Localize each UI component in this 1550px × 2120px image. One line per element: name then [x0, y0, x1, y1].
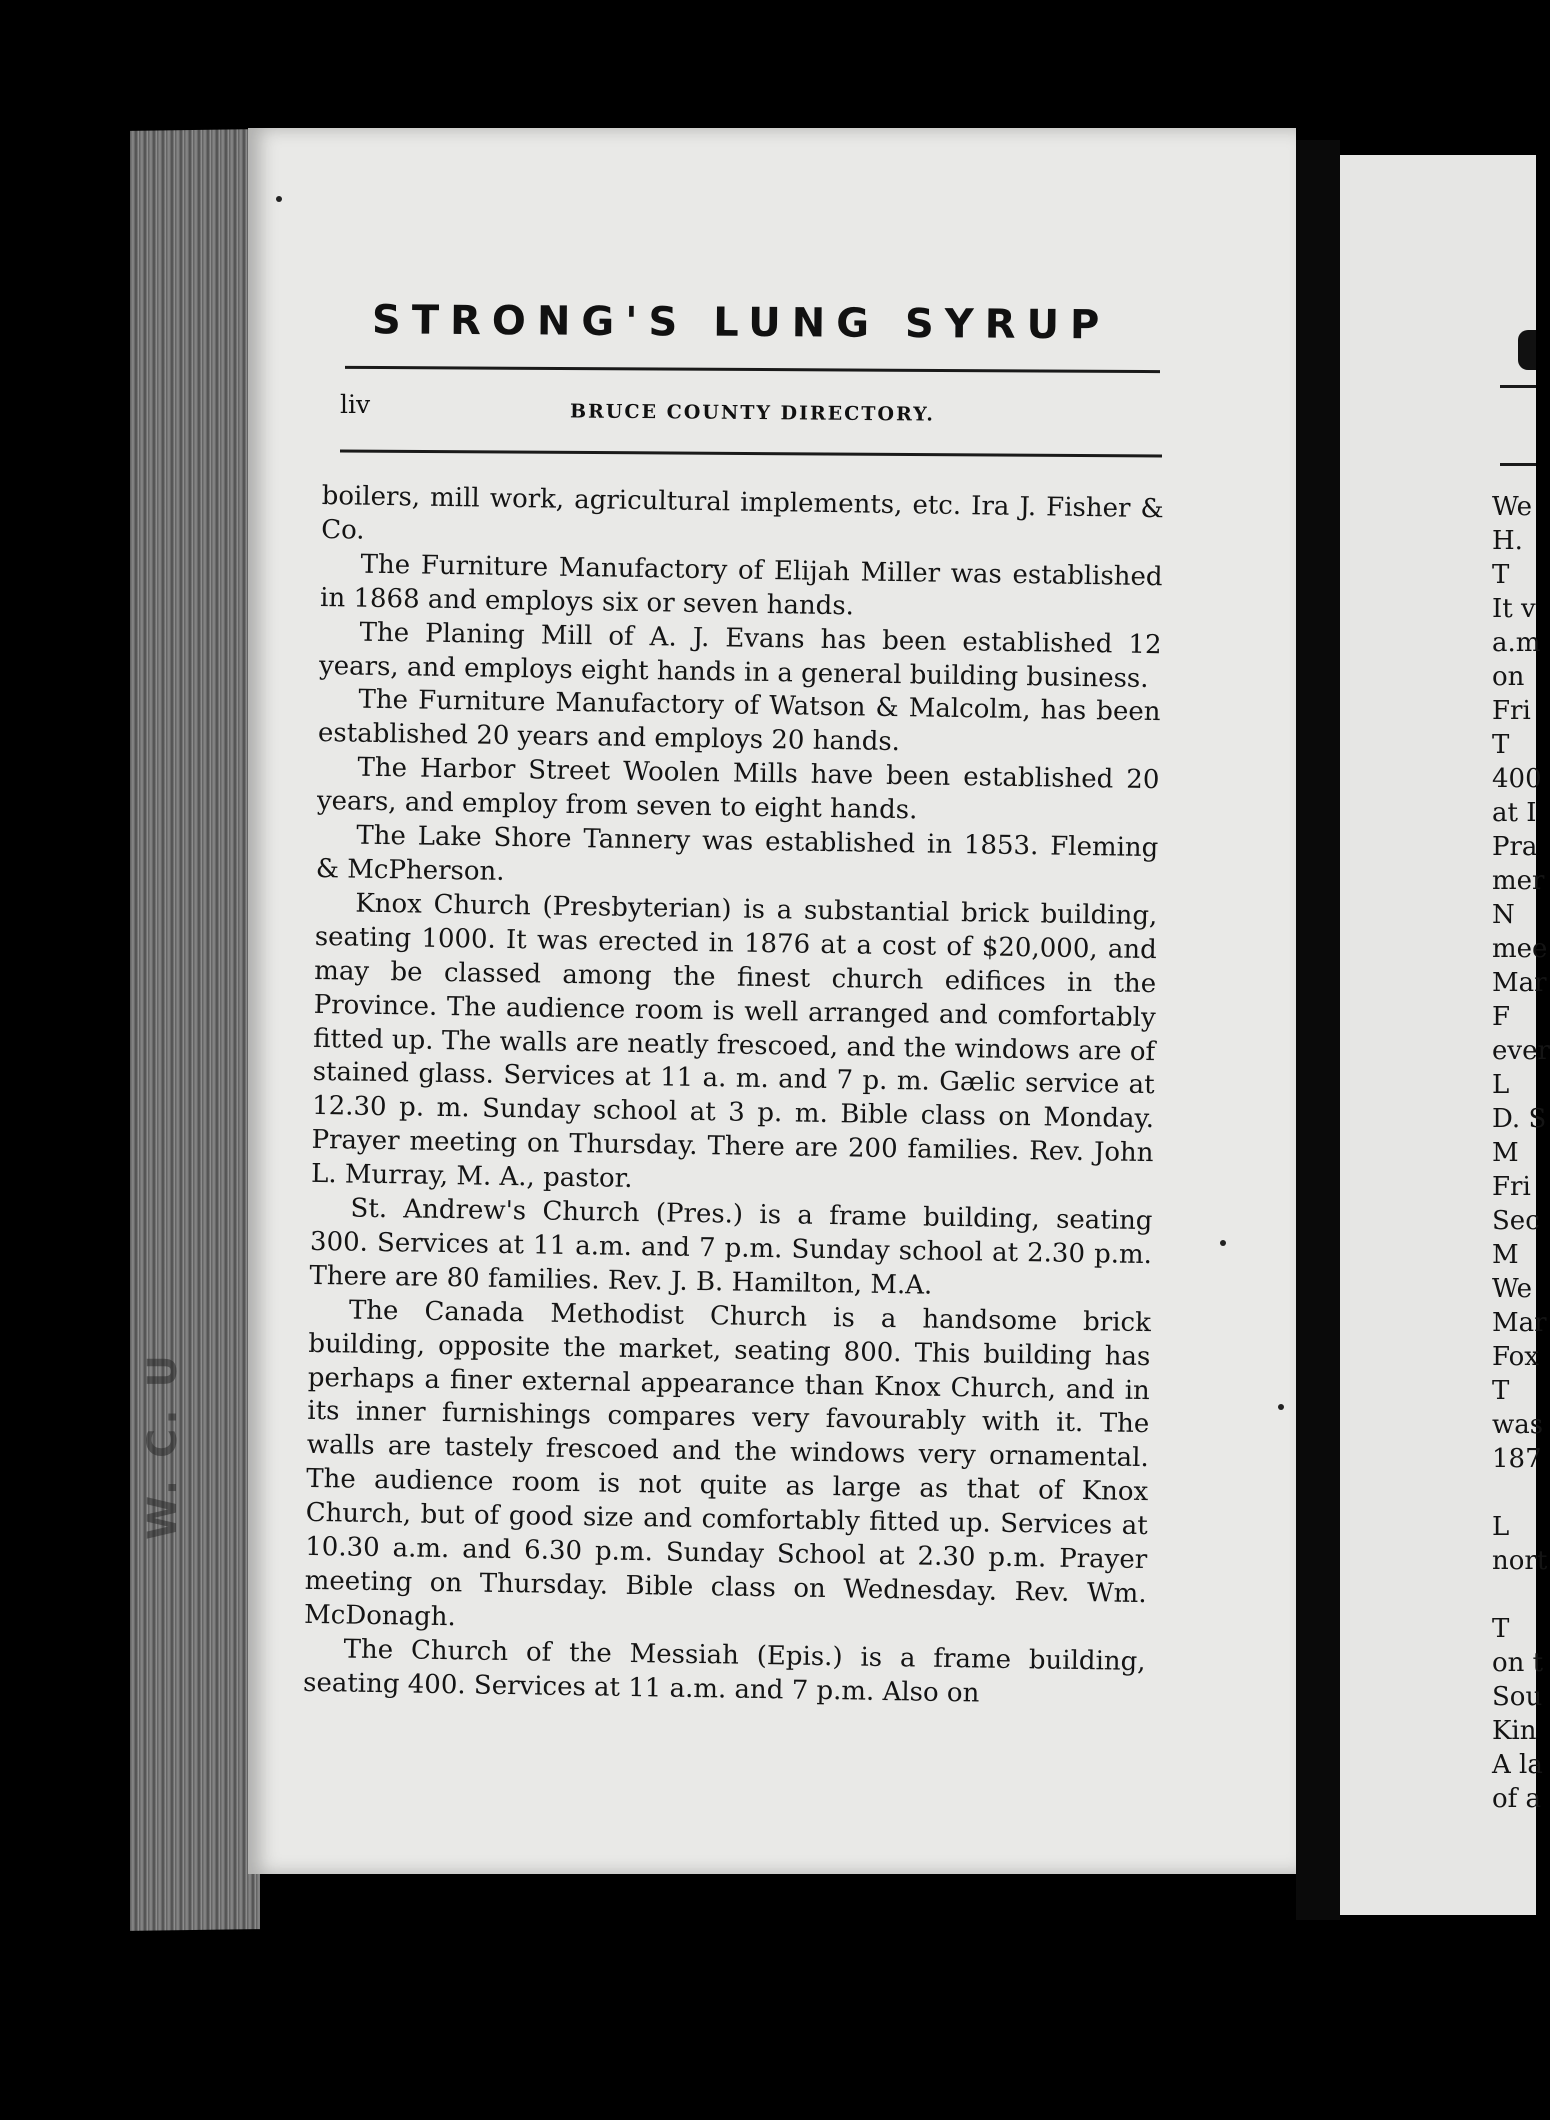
right-page-line-fragment: of a — [1492, 1784, 1542, 1814]
right-page-line-fragment: Sec — [1492, 1206, 1540, 1236]
page-number: liv — [340, 390, 371, 419]
paragraph: boilers, mill work, agricultural implements, etc. Ira J. Fisher & Co. — [320, 480, 1164, 546]
right-page-line-fragment: 187 — [1492, 1444, 1542, 1474]
right-page-line-fragment: H. — [1492, 526, 1523, 556]
paragraph: The Planing Mill of A. J. Evans has been established 12 years, and employs eight hands in a general building business. — [318, 617, 1162, 694]
right-page-line-fragment: D. S — [1492, 1104, 1547, 1134]
paragraph: The Furniture Manufactory of Elijah Miller was established in 1868 and employs six or seven hands. — [319, 549, 1163, 622]
right-page-line-fragment: T — [1492, 1376, 1510, 1406]
right-page-line-fragment: M — [1492, 1138, 1519, 1168]
paper-speck — [1220, 1240, 1226, 1246]
right-page-line-fragment — [1492, 1476, 1536, 1510]
right-page-line-fragment: Kin — [1492, 1716, 1537, 1746]
paragraph: St. Andrew's Church (Pres.) is a frame building, seating 300. Services at 11 a.m. and 7 p.m. Sunday school at 2.30 p.m. There are 80 families. Rev. J. B. Hamilton, M.A. — [309, 1193, 1153, 1301]
right-page-line-fragment: Fri — [1492, 1172, 1531, 1202]
right-page-line-fragment: L — [1492, 1070, 1510, 1100]
paragraph: Knox Church (Presbyterian) is a substantial brick building, seating 1000. It was erected in 1876 at a cost of $20,000, and may be classed among the finest church edifices in the Province. The audience room is well arranged and comfortably fitted up. The walls are neatly frescoed, and the windows are of stained glass. Services at 11 a. m. and 7 p. m. Gælic service at 12.30 p. m. Sunday school at 3 p. m. Bible class on Monday. Prayer meeting on Thursday. There are 200 families. Rev. John L. Murray, M. A., pastor. — [310, 888, 1158, 1195]
paragraph: The Harbor Street Woolen Mills have been established 20 years, and employ from seven to eight hands. — [316, 752, 1160, 826]
right-page-line-fragment: Mar — [1492, 968, 1547, 998]
right-page-line-fragment: at I — [1492, 798, 1537, 828]
advertisement-header: STRONG'S LUNG SYRUP — [371, 297, 1111, 349]
right-page-line-fragment: nort — [1492, 1546, 1548, 1576]
right-page-line-fragment: Fri — [1492, 696, 1531, 726]
right-page-rule-top — [1500, 385, 1536, 388]
paper-speck — [276, 196, 282, 202]
right-page-line-fragment: L — [1492, 1512, 1510, 1542]
right-page-line-fragment: M — [1492, 1240, 1519, 1270]
book-gutter — [1296, 140, 1340, 1920]
right-page-line-fragment: Pra — [1492, 832, 1538, 862]
running-head: BRUCE COUNTY DIRECTORY. — [569, 400, 936, 426]
right-page-line-fragment: mee — [1492, 934, 1548, 964]
paper-speck — [1278, 1404, 1284, 1410]
right-page-line-fragment: mer — [1492, 866, 1545, 896]
right-page-line-fragment — [1492, 1578, 1536, 1612]
spine-label: W. C. U — [140, 1351, 186, 1540]
right-page-line-fragment: T — [1492, 1614, 1510, 1644]
right-page-text-fragments — [1492, 490, 1550, 1816]
paragraph: The Church of the Messiah (Epis.) is a frame building, seating 400. Services at 11 a.m. and 7 p.m. Also on — [302, 1634, 1146, 1709]
right-page-line-fragment: A la — [1492, 1750, 1543, 1780]
right-page-line-fragment: F — [1492, 1002, 1511, 1032]
right-page-line-fragment: It v — [1492, 594, 1536, 624]
right-page-line-fragment: We — [1492, 1274, 1532, 1304]
right-page-line-fragment: on — [1492, 662, 1525, 692]
paragraph: The Lake Shore Tannery was established in 1853. Fleming & McPherson. — [315, 820, 1159, 887]
paragraph: The Canada Methodist Church is a handsome brick building, opposite the market, seating 800. This building has perhaps a finer external appearance than Knox Church, and in its inner furnishings compares very favourably with it. The walls are tastely frescoed and the windows very ornamental. The audience room is not quite as large as that of Knox Church, but of good size and comfortably fitted up. Services at 10.30 a.m. and 6.30 p.m. Sunday School at 2.30 p.m. Prayer meeting on Thursday. Bible class on Wednesday. Rev. Wm. McDonagh. — [303, 1295, 1152, 1633]
right-page-line-fragment: We — [1492, 492, 1532, 522]
right-page-line-fragment: was — [1492, 1410, 1544, 1440]
right-page-line-fragment: Sou — [1492, 1682, 1543, 1712]
right-page-line-fragment: a.m — [1492, 628, 1541, 658]
right-page-line-fragment: on t — [1492, 1648, 1544, 1678]
page-body — [303, 480, 1164, 1714]
right-page-rule-bottom — [1500, 463, 1536, 466]
right-page-line-fragment: T — [1492, 560, 1510, 590]
right-page-line-fragment: Mar — [1492, 1308, 1547, 1338]
right-page-line-fragment: 400 — [1492, 764, 1542, 794]
right-page-line-fragment: ever — [1492, 1036, 1550, 1066]
right-page-line-fragment: N — [1492, 900, 1515, 930]
right-page-line-fragment: T — [1492, 730, 1510, 760]
paragraph: The Furniture Manufactory of Watson & Malcolm, has been established 20 years and employs 20 hands. — [317, 685, 1161, 758]
right-page-header-fragment — [1518, 330, 1536, 370]
right-page-line-fragment: Fox — [1492, 1342, 1539, 1372]
